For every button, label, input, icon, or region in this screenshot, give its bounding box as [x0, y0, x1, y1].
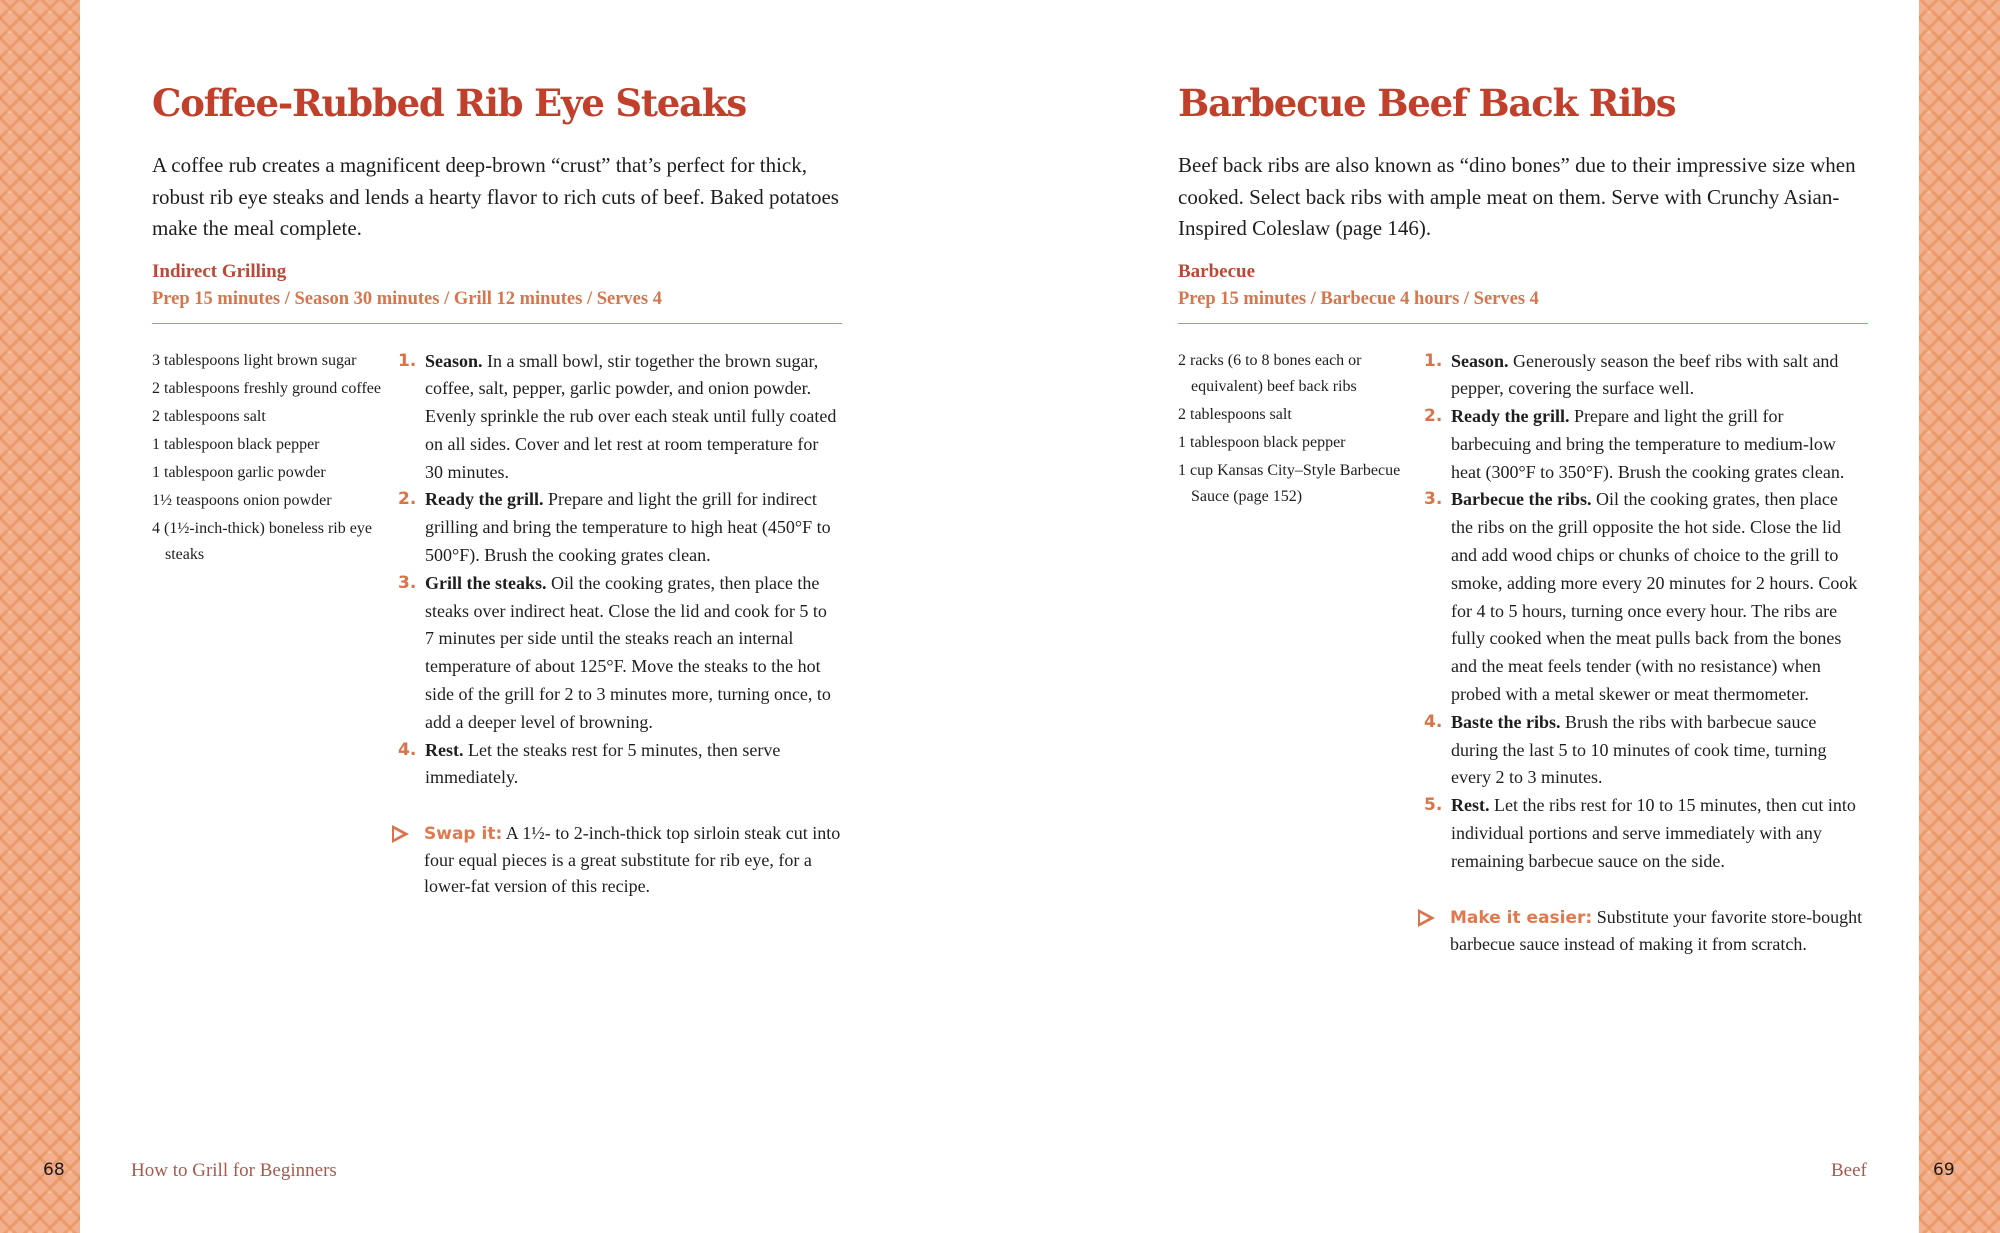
ingredient-item: 1 cup Kansas City–Style Barbecue Sauce (page 152)	[1178, 461, 1401, 505]
tip-text: A 1½- to 2-inch-thick top sirloin steak cut into four equal pieces is a great substitute for rib eye, for a lower-fat version of this recipe.	[424, 823, 841, 897]
page-number-left: 68	[43, 1160, 65, 1180]
tip-text: Substitute your favorite store-bought barbecue sauce instead of making it from scratch.	[1450, 906, 1863, 954]
ingredient-item: 1½ teaspoons onion powder	[152, 491, 332, 509]
step-text: Let the ribs rest for 10 to 15 minutes, then cut into individual portions and serve immediately with any remaining barbecue sauce on the side.	[1451, 795, 1856, 871]
step-number: 3.	[398, 572, 417, 593]
step-item	[398, 486, 838, 569]
step-number: 2.	[1424, 406, 1443, 427]
recipe-intro: Beef back ribs are also known as “dino bones” due to their impressive size when cooked. Select back ribs with ample meat on them. Serve with Crunchy Asian-Inspired Coleslaw (page 146).	[1178, 153, 1856, 240]
ingredient-item: 4 (1½-inch-thick) boneless rib eye steaks	[152, 519, 372, 563]
step-title: Rest.	[1451, 795, 1490, 816]
recipe-title: Coffee-Rubbed Rib Eye Steaks	[152, 81, 746, 125]
step-item	[398, 348, 838, 487]
recipe-times: Prep 15 minutes / Barbecue 4 hours / Serves 4	[1178, 285, 1868, 324]
running-footer-chapter: Beef	[1831, 1160, 1867, 1181]
ingredient-item: 2 racks (6 to 8 bones each or equivalent) beef back ribs	[1178, 351, 1362, 395]
step-number: 5.	[1424, 795, 1443, 816]
ingredient-item: 1 tablespoon black pepper	[152, 435, 320, 453]
step-title: Baste the ribs.	[1451, 711, 1561, 732]
step-text: Generously season the beef ribs with salt and pepper, covering the surface well.	[1451, 350, 1839, 399]
cooking-method: Barbecue	[1178, 260, 1256, 282]
step-item	[1424, 403, 1864, 486]
step-item	[398, 737, 838, 793]
step-item	[1424, 792, 1864, 875]
step-title: Ready the grill.	[425, 489, 544, 510]
ingredient-list	[152, 348, 392, 900]
ingredient-item: 2 tablespoons freshly ground coffee	[152, 379, 381, 397]
step-text: Oil the cooking grates, then place the steaks over indirect heat. Close the lid and cook for 5 to 7 minutes per side until the steaks reach an internal temperature of about 125°F. Move the steaks to the hot side of the grill for 2 to 3 minutes more, turning once, to add a deeper level of browning.	[425, 572, 831, 732]
recipe-times: Prep 15 minutes / Season 30 minutes / Grill 12 minutes / Serves 4	[152, 285, 842, 324]
ingredient-item: 1 tablespoon black pepper	[1178, 433, 1346, 451]
ingredient-item: 2 tablespoons salt	[152, 407, 266, 425]
step-text: Prepare and light the grill for indirect grilling and bring the temperature to high heat (450°F to 500°F). Brush the cooking grates clean.	[425, 489, 831, 566]
step-text: Brush the ribs with barbecue sauce during the last 5 to 10 minutes of cook time, turning every 2 to 3 minutes.	[1451, 711, 1827, 788]
tip-label: Make it easier:	[1450, 907, 1593, 928]
step-text: Let the steaks rest for 5 minutes, then serve immediately.	[425, 739, 781, 788]
step-number: 1.	[1424, 350, 1443, 371]
decorative-pattern-right	[1919, 0, 2000, 1233]
step-number: 4.	[398, 739, 417, 760]
step-number: 4.	[1424, 711, 1443, 732]
step-title: Grill the steaks.	[425, 572, 547, 593]
ingredient-list	[1178, 348, 1418, 957]
step-item	[1424, 709, 1864, 792]
tip-swap-it	[392, 820, 842, 899]
step-number: 3.	[1424, 489, 1443, 510]
step-title: Barbecue the ribs.	[1451, 489, 1592, 510]
step-text: Prepare and light the grill for barbecuing and bring the temperature to medium-low heat (300°F to 350°F). Brush the cooking grates clean.	[1451, 406, 1845, 482]
tip-label: Swap it:	[424, 824, 503, 845]
step-title: Ready the grill.	[1451, 406, 1570, 427]
page-number-right: 69	[1933, 1160, 1955, 1180]
recipe-barbecue-beef-back-ribs	[1178, 78, 1868, 957]
step-item	[1424, 486, 1864, 708]
step-text: In a small bowl, stir together the brown sugar, coffee, salt, pepper, garlic powder, and onion powder. Evenly sprinkle the rub over each steak until fully coated on all sides. Cover and let rest at room temperature for 30 minutes.	[425, 350, 837, 482]
step-title: Rest.	[425, 739, 464, 760]
step-number: 2.	[398, 489, 417, 510]
step-title: Season.	[425, 350, 483, 371]
ingredient-item: 1 tablespoon garlic powder	[152, 463, 326, 481]
ingredient-item: 2 tablespoons salt	[1178, 405, 1292, 423]
recipe-title: Barbecue Beef Back Ribs	[1178, 81, 1676, 125]
step-title: Season.	[1451, 350, 1509, 371]
arrow-triangle-icon	[392, 825, 409, 843]
step-item	[1424, 348, 1864, 404]
step-list	[1424, 348, 1864, 876]
cooking-method: Indirect Grilling	[152, 260, 287, 282]
recipe-intro: A coffee rub creates a magnificent deep-brown “crust” that’s perfect for thick, robust rib eye steaks and lends a hearty flavor to rich cuts of beef. Baked potatoes make the meal complete.	[152, 153, 839, 240]
decorative-pattern-left	[0, 0, 80, 1233]
step-item	[398, 570, 838, 737]
ingredient-item: 3 tablespoons light brown sugar	[152, 351, 357, 369]
arrow-triangle-icon	[1418, 909, 1435, 927]
step-text: Oil the cooking grates, then place the ribs on the grill opposite the hot side. Close the lid and add wood chips or chunks of choice to the grill to smoke, adding more every 20 minutes for 2 hours. Cook for 4 to 5 hours, turning once every hour. The ribs are fully cooked when the meat pulls back from the bones and the meat feels tender (with no resistance) when probed with a metal skewer or meat thermometer.	[1451, 489, 1858, 705]
step-number: 1.	[398, 350, 417, 371]
tip-make-it-easier	[1418, 904, 1868, 957]
step-list	[398, 348, 838, 793]
recipe-coffee-rubbed-rib-eye	[152, 78, 842, 899]
running-footer-book-title: How to Grill for Beginners	[131, 1160, 337, 1181]
